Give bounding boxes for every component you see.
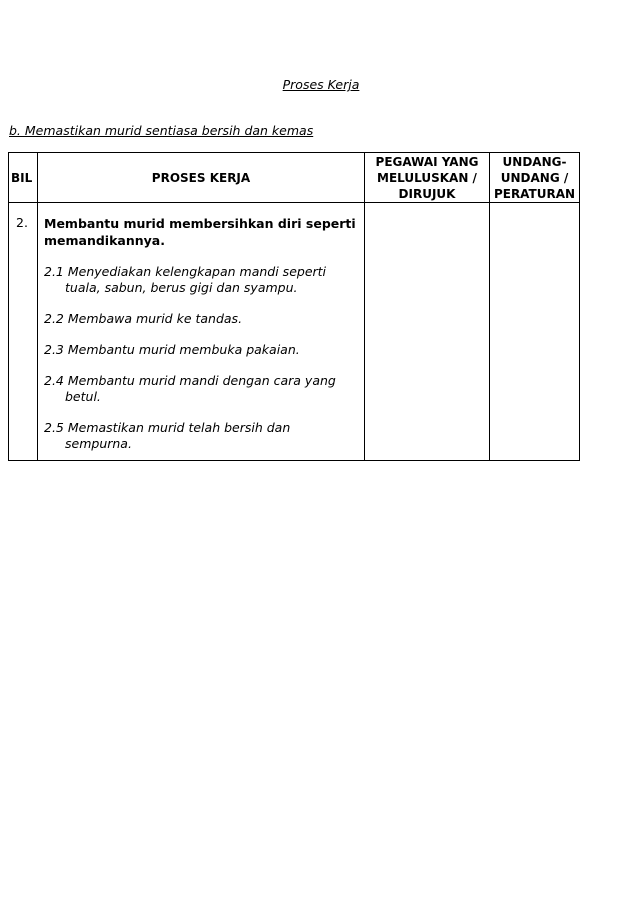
row-undang-undang-cell (490, 203, 580, 461)
row-proses-cell (38, 203, 365, 461)
header-undang-line-2: UNDANG / (500, 170, 569, 185)
main-step-text: Membantu murid membersihkan diri seperti memandikannya. (44, 216, 356, 248)
sub-step-2-4: 2.4 Membantu murid mandi dengan cara yang betul. (44, 373, 336, 404)
table-header (9, 153, 580, 203)
header-bil: BIL (9, 153, 38, 203)
header-pegawai (365, 153, 490, 203)
header-pegawai-line-3: DIRUJUK (398, 186, 456, 201)
header-pegawai-line-1: PEGAWAI YANG (375, 154, 479, 169)
row-bil-cell: 2. (9, 203, 38, 461)
header-row (9, 153, 580, 203)
sub-step-2-1: 2.1 Menyediakan kelengkapan mandi seperti tuala, sabun, berus gigi dan syampu. (44, 264, 327, 295)
table-row (9, 203, 580, 461)
header-undang-line-3: PERATURAN (493, 186, 576, 201)
header-undang-line-1: UNDANG- (502, 154, 567, 169)
header-proses-kerja: PROSES KERJA (38, 153, 365, 203)
sub-step-2-3: 2.3 Membantu murid membuka pakaian. (44, 342, 300, 357)
work-process-table (8, 152, 580, 461)
sub-step-2-5: 2.5 Memastikan murid telah bersih dan sempurna. (44, 420, 291, 451)
section-heading: b. Memastikan murid sentiasa bersih dan kemas (9, 123, 314, 138)
sub-step-2-2: 2.2 Membawa murid ke tandas. (44, 311, 243, 326)
header-pegawai-line-2: MELULUSKAN / (377, 170, 477, 185)
document-title: Proses Kerja (282, 77, 360, 92)
row-pegawai-cell (365, 203, 490, 461)
header-undang-undang (490, 153, 580, 203)
